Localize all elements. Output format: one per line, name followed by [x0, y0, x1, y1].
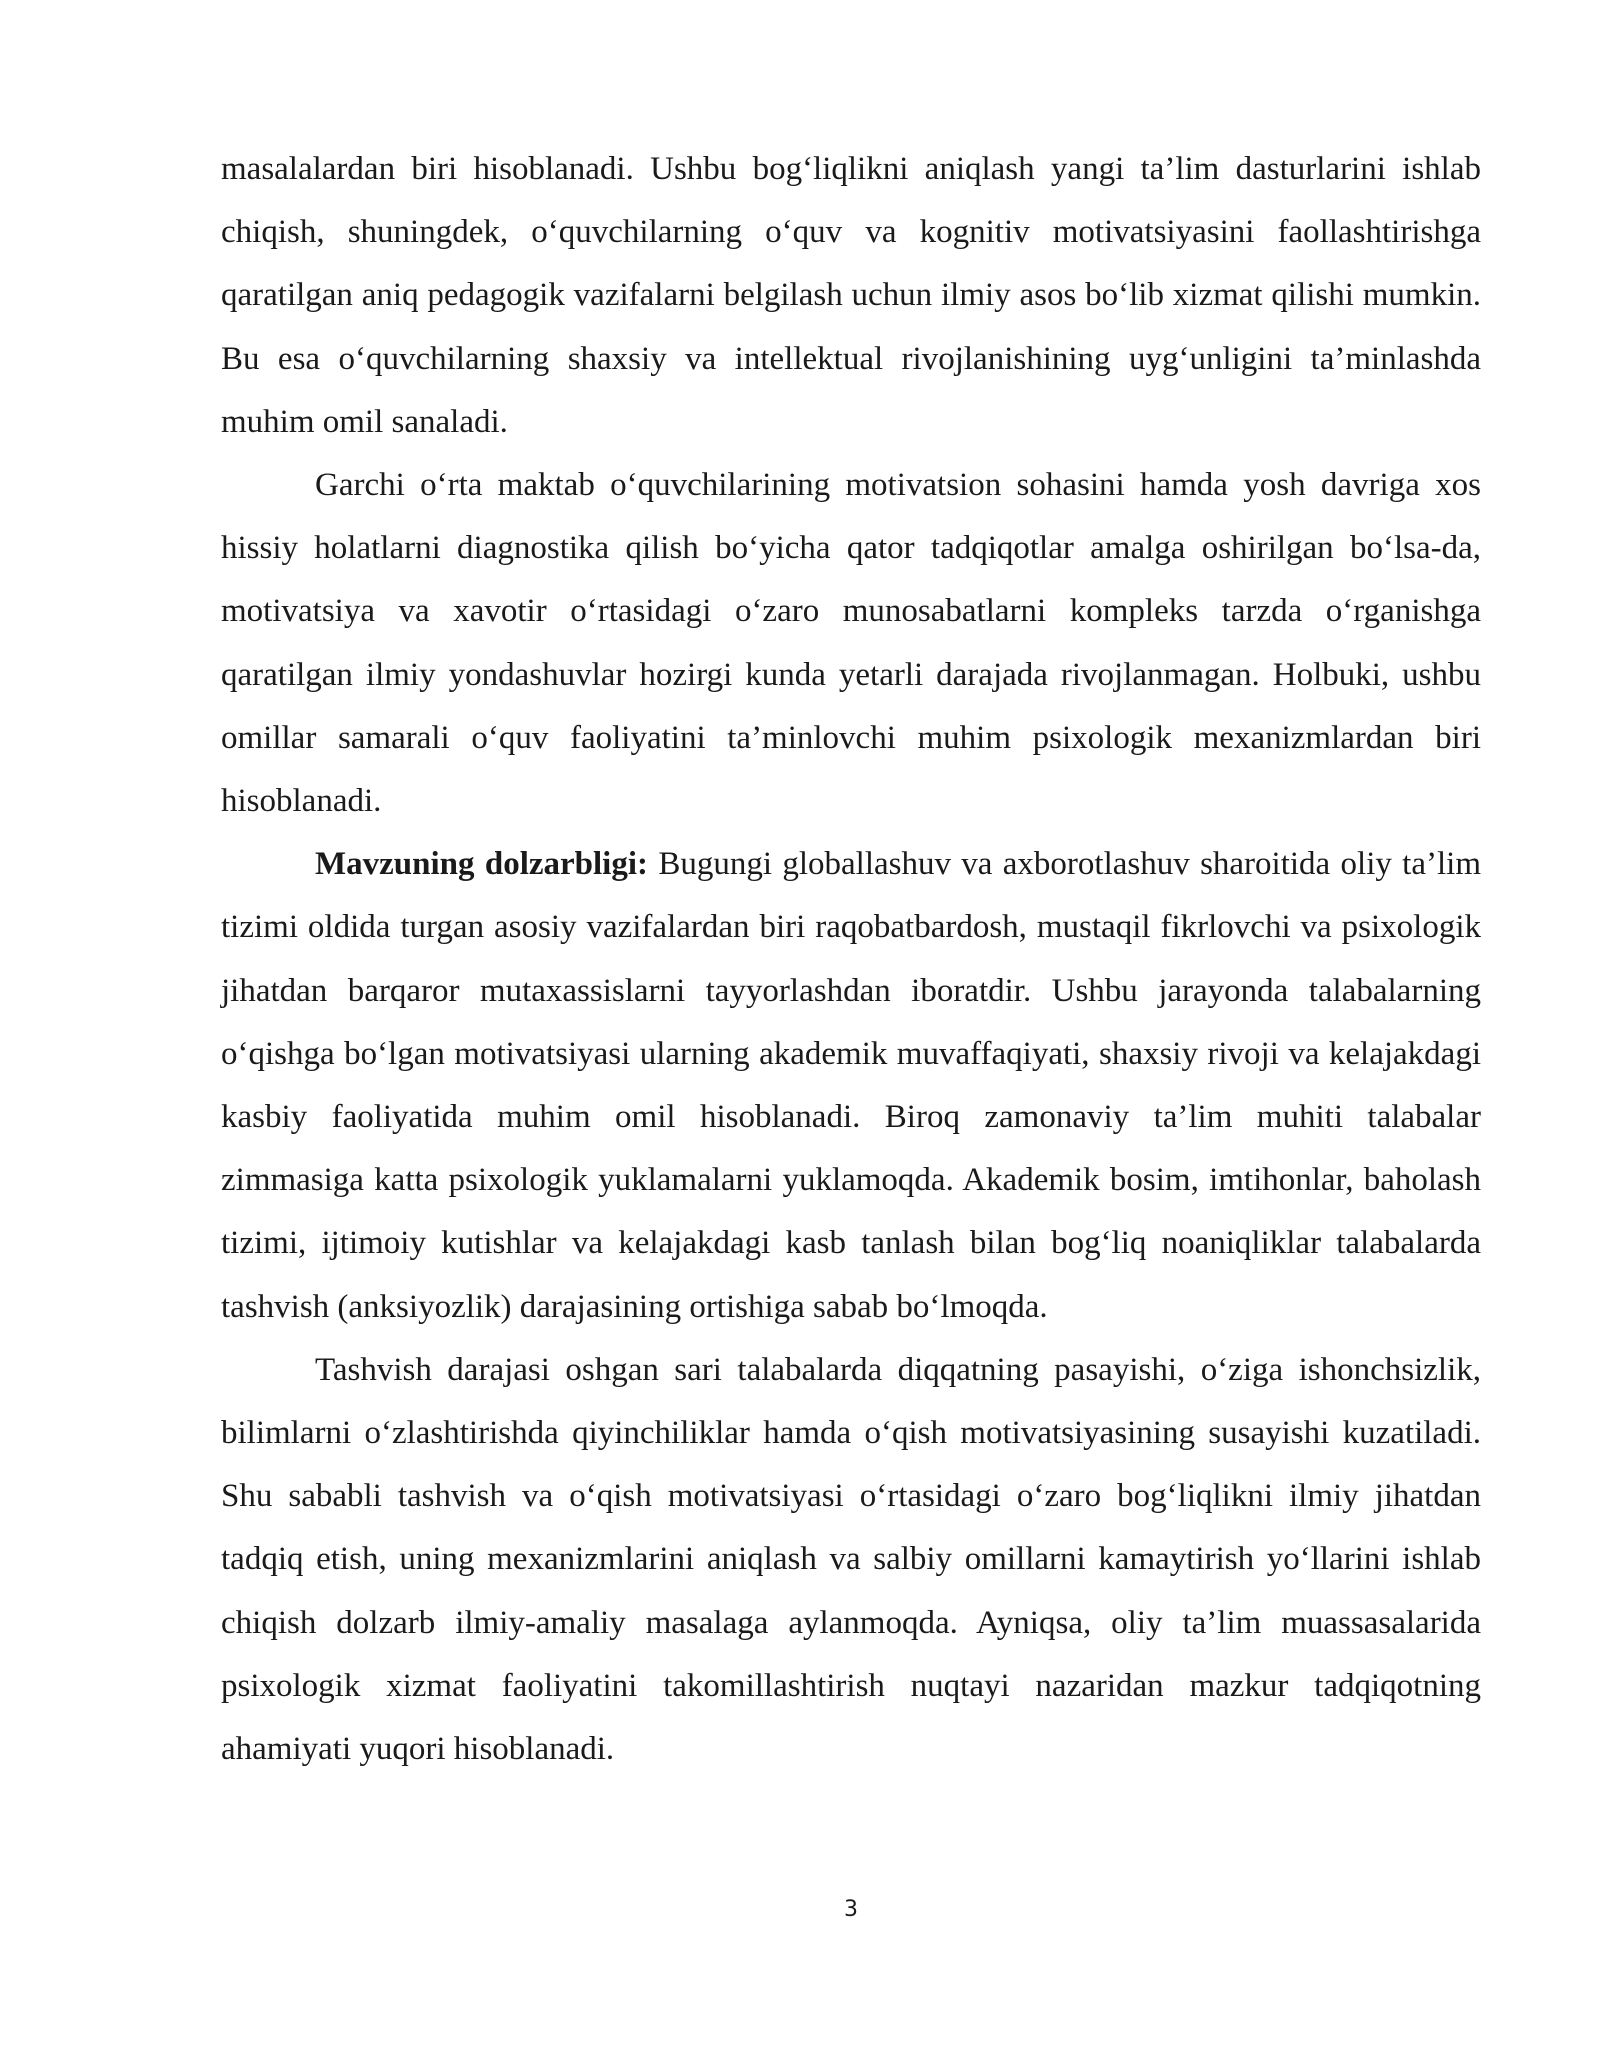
paragraph-text: Bugungi globallashuv va axborotlashuv sharoitida oliy ta’lim tizimi oldida turgan asosiy vazifalardan biri raqobatbardosh, mustaqil fikrlovchi va psixologik jihatdan barqaror mutaxassislarni tayyorlashdan iboratdir. Ushbu jarayonda talabalarning o‘qishga bo‘lgan motivatsiyasi ularning akademik muvaffaqiyati, shaxsiy rivoji va kelajakdagi kasbiy faoliyatida muhim omil hisoblanadi. Biroq zamonaviy ta’lim muhiti talabalar zimmasiga katta psixologik yuklamalarni yuklamoqda. Akademik bosim, imtihonlar, baholash tizimi, ijtimoiy kutishlar va kelajakdagi kasb tanlash bilan bog‘liq noaniqliklar talabalarda tashvish (anksiyozlik) darajasining ortishiga sabab bo‘lmoqda.	[221, 846, 1481, 1325]
paragraph-anxiety-effects	[221, 1339, 1481, 1781]
paragraph-research-gap	[221, 454, 1481, 833]
paragraph-lead-heading: Mavzuning dolzarbligi:	[315, 846, 649, 883]
paragraph-relevance	[221, 833, 1481, 1339]
paragraph-text: Tashvish darajasi oshgan sari talabalarda diqqatning pasayishi, o‘ziga ishonchsizlik, bilimlarni o‘zlashtirishda qiyinchiliklar hamda o‘qish motivatsiyasining susayishi kuzatiladi. Shu sababli tashvish va o‘qish motivatsiyasi o‘rtasidagi o‘zaro bog‘liqlikni ilmiy jihatdan tadqiq etish, uning mexanizmlarini aniqlash va salbiy omillarni kamaytirish yo‘llarini ishlab chiqish dolzarb ilmiy-amaliy masalaga aylanmoqda. Ayniqsa, oliy ta’lim muassasalarida psixologik xizmat faoliyatini takomillashtirish nuqtayi nazaridan mazkur tadqiqotning ahamiyati yuqori hisoblanadi.	[221, 1351, 1481, 1768]
paragraph-text: masalalardan biri hisoblanadi. Ushbu bog‘liqlikni aniqlash yangi ta’lim dasturlarini ishlab chiqish, shuningdek, o‘quvchilarning o‘quv va kognitiv motivatsiyasini faollashtirishga qaratilgan aniq pedagogik vazifalarni belgilash uchun ilmiy asos bo‘lib xizmat qilishi mumkin. Bu esa o‘quvchilarning shaxsiy va intellektual rivojlanishining uyg‘unligini ta’minlashda muhim omil sanaladi.	[221, 151, 1481, 440]
paragraph-continuation	[221, 138, 1481, 454]
page-number: 3	[844, 1897, 858, 1922]
page-body	[221, 138, 1481, 1781]
paragraph-text: Garchi o‘rta maktab o‘quvchilarining motivatsion sohasini hamda yosh davriga xos hissiy holatlarni diagnostika qilish bo‘yicha qator tadqiqotlar amalga oshirilgan bo‘lsa-da, motivatsiya va xavotir o‘rtasidagi o‘zaro munosabatlarni kompleks tarzda o‘rganishga qaratilgan ilmiy yondashuvlar hozirgi kunda yetarli darajada rivojlanmagan. Holbuki, ushbu omillar samarali o‘quv faoliyatini ta’minlovchi muhim psixologik mexanizmlardan biri hisoblanadi.	[221, 467, 1481, 820]
